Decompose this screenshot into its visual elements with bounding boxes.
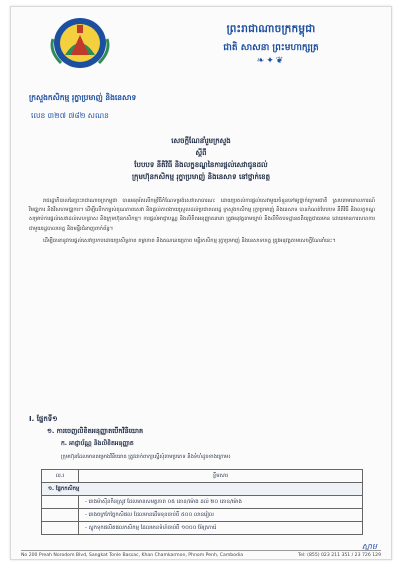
table-cell: - រោងចក្រកែច្នៃកសិផល ដែលមានដើមទុនចាប់ពី ៥០០ លានរៀល [85,512,214,518]
section-intro: ក្រុមហ៊ុនដែលមានគម្រោងវិនិយោគ ត្រូវដាក់ពាក្យស្នើសុំតាមប្រភេទ និងទំហំដូចខាងក្រោម៖ [61,454,231,460]
body-paragraph: ដើម្បីធានានូវការផ្តល់សេវាប្រកបដោយប្រសិទ្ធភាព តម្លាភាព និងគណនេយ្យភាព មន្ទីរកសិកម្ម រុក្ខាប្រមាញ់ និងនេសាទខេត្ត ត្រូវអនុវត្តតាមសេចក្តីណែនាំនេះ។ [43,237,336,244]
table-cell: - រោងម៉ាស៊ីនកិនស្រូវ ដែលមានសមត្ថភាព ០៥ តោន/ម៉ោង ដល់ ២០ តោន/ម៉ោង [85,499,242,505]
table-cell [42,522,79,534]
ministry-name: ក្រសួងកសិកម្ម រុក្ខាប្រមាញ់ និងនេសាទ [29,93,137,102]
decision-topic-line1: បែបបទ នីតិវិធី និងលក្ខខណ្ឌនៃការផ្តល់សេវាជូនដល់ [134,161,268,169]
kingdom-motto: ជាតិ សាសនា ព្រះមហាក្សត្រ [223,43,319,53]
table-cell: - ស្តុកទុកផលិតផលកសិកម្ម ដែលមានទំហំចាប់ពី ១០០០ ម៉ែត្រការ៉េ [85,525,217,531]
footer-phone: Tel: (855) 023 211 351 / 23 726 129 [298,553,381,558]
services-table [41,469,363,535]
table-header-cell: ខ្លឹមសារ [212,473,229,479]
decision-subtitle: ស្តីពី [195,149,207,157]
table-row [42,496,362,509]
table-row [42,509,362,522]
body-paragraph: រាជរដ្ឋាភិបាលនៃព្រះរាជាណាចក្រកម្ពុជា បានអនុម័តលើកម្មវិធីកំណែទម្រង់សេវាសាធារណៈ ដោយប្រគល់ការផ្តល់សេវាមួយចំនួនទៅឲ្យថ្នាក់ក្រោមជាតិ ស្របតាមគោលការណ៍វិមជ្ឈការ និងវិសហមជ្ឈការ។ ដើម្បីលើកកម្ពស់គុណភាពសេវា និងផ្តល់ភាពងាយស្រួលដល់ប្រជាពលរដ្ឋ ក្រសួងកសិកម្ម រុក្ខាប្រមាញ់ និងនេសាទ បានកំណត់បែបបទ នីតិវិធី និងលក្ខខណ្ឌសម្រាប់ការផ្តល់សេវាដល់សហគ្រាស និងក្រុមហ៊ុនកសិកម្ម។ ការផ្តល់អាជ្ញាបណ្ណ និងលិខិតអនុញ្ញាតនានា ត្រូវអនុវត្តតាមច្បាប់ និងលិខិតបទដ្ឋានគតិយុត្តជាធរមាន ដោយមានការសហការជាមួយរដ្ឋបាលខេត្ត និងមន្ទីរជំនាញពាក់ព័ន្ធ។ [29,198,375,232]
handwritten-signature: ស្នាម [361,542,377,551]
decision-heading [71,135,331,183]
kingdom-title: ព្រះរាជាណាចក្រកម្ពុជា [226,23,316,35]
table-cell [42,496,79,508]
page-footer [21,550,381,558]
table-cell [42,509,79,521]
table-group-row [42,483,362,496]
document-body [29,197,375,249]
table-row [42,522,362,534]
table-header-row [42,470,362,483]
ornament-divider: ❧✦❦ [256,56,286,66]
section-heading: ១. ការចេញលិខិតអនុញ្ញាតបើកវិនិយោគ [47,427,144,435]
decision-title: សេចក្តីណែនាំរួមក្រសួង [171,137,231,145]
ministry-emblem-icon [41,11,119,71]
kingdom-header [171,23,371,66]
document-page [10,6,392,560]
section-heading: I. ផ្នែកទី១ [29,415,58,423]
decision-topic-line2: ក្រុមហ៊ុនកសិកម្ម រុក្ខាប្រមាញ់ និងនេសាទ នៅថ្នាក់ខេត្ត [131,173,271,181]
footer-address: No 200 Preah Norodom Blvd, Sangkat Tonle Bassac, Khan Chamkarmon, Phnom Penh, Cambodia [21,553,244,558]
table-group-label: ១. ផ្នែកកសិកម្ម [48,486,80,492]
table-header-cell: ល.រ [42,470,79,482]
document-reference: លេខ ៣២៧ ៧៨២ សណន [31,111,109,120]
subsection-heading: ក. អាជ្ញាប័ណ្ណ និងលិខិតអនុញ្ញាត [61,440,134,447]
